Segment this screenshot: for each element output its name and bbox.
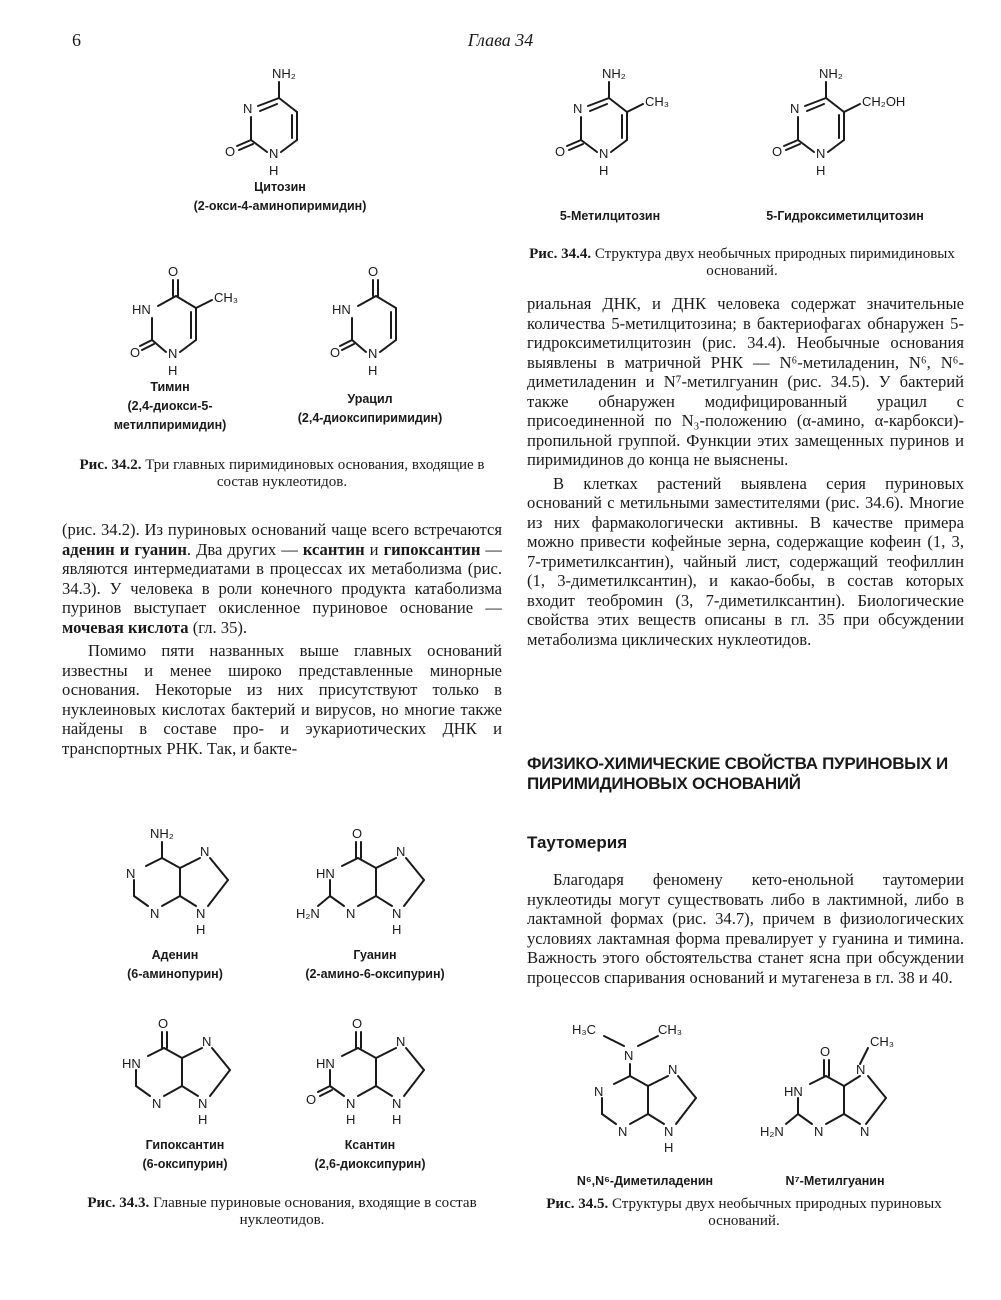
svg-text:N: N <box>856 1062 866 1077</box>
left-paragraph-2: Помимо пяти названных выше главных оснований известны и менее широко представленные минорные основания. Некоторые из них присутствуют только в нуклеиновых кислотах бактерий и вирусов, но многие также найдены в составе про- и эукариотических ДНК и транспортных РНК. Так, и бакте- <box>62 641 502 758</box>
svg-text:N: N <box>200 844 210 859</box>
svg-text:O: O <box>352 826 363 841</box>
adenine-label: Аденин (6-аминопурин) <box>127 948 223 981</box>
svg-text:NH₂: NH₂ <box>150 826 174 841</box>
svg-text:CH₃: CH₃ <box>645 94 670 109</box>
svg-text:H: H <box>269 163 279 178</box>
svg-text:HN: HN <box>122 1056 141 1071</box>
hypoxanthine-structure <box>120 1012 250 1127</box>
svg-text:N: N <box>599 146 609 161</box>
svg-text:N: N <box>624 1048 634 1063</box>
guanine-structure <box>296 822 450 937</box>
svg-text:H: H <box>392 922 402 937</box>
dimethyladenine-label: N⁶,N⁶-Диметиладенин <box>576 1174 714 1188</box>
svg-text:N: N <box>269 146 279 161</box>
svg-text:O: O <box>368 264 379 279</box>
svg-text:N: N <box>346 1096 356 1111</box>
svg-text:HN: HN <box>316 1056 335 1071</box>
svg-text:HN: HN <box>132 302 151 317</box>
svg-text:N: N <box>664 1124 674 1139</box>
svg-text:N: N <box>368 346 378 361</box>
svg-text:N: N <box>196 906 206 921</box>
svg-text:O: O <box>130 345 141 360</box>
svg-text:O: O <box>330 345 341 360</box>
hydroxymethylcytosine-label: 5-Гидроксиметилцитозин <box>766 209 924 223</box>
methylcytosine-label: 5-Метилцитозин <box>559 209 661 223</box>
svg-text:H: H <box>392 1112 402 1127</box>
xanthine-label: Ксантин (2,6-диоксипурин) <box>314 1138 426 1171</box>
methylguanine-structure <box>760 1018 910 1148</box>
methylcytosine-structure <box>545 60 675 180</box>
svg-text:N: N <box>814 1124 824 1139</box>
svg-text:HN: HN <box>332 302 351 317</box>
thymine-structure <box>128 262 258 382</box>
svg-text:H₂N: H₂N <box>296 906 320 921</box>
svg-text:N: N <box>346 906 356 921</box>
chapter-header: Глава 34 <box>467 30 534 50</box>
svg-text:O: O <box>555 144 566 159</box>
left-column-text <box>62 520 502 758</box>
section-heading: ФИЗИКО-ХИМИЧЕСКИЕ СВОЙСТВА ПУРИНОВЫХ И ПИРИМИДИНОВЫХ ОСНОВАНИЙ <box>527 754 948 793</box>
svg-text:N: N <box>396 1034 406 1049</box>
svg-text:H: H <box>368 363 378 378</box>
xanthine-structure <box>306 1012 446 1127</box>
svg-text:O: O <box>168 264 179 279</box>
svg-text:CH₃: CH₃ <box>214 290 239 305</box>
svg-text:NH₂: NH₂ <box>272 66 296 81</box>
figure-34-2-caption: Рис. 34.2. Три главных пиримидиновых основания, входящие в состав нуклеотидов. <box>79 457 485 490</box>
svg-text:N: N <box>243 101 253 116</box>
svg-text:H: H <box>599 163 609 178</box>
svg-text:H: H <box>664 1140 674 1155</box>
svg-text:O: O <box>772 144 783 159</box>
svg-text:NH₂: NH₂ <box>819 66 843 81</box>
right-paragraph-2: В клетках растений выявлена серия пуриновых оснований с метильными заместителями (рис. 34.6). Многие из них фармакологически активны. В качестве примера можно привести кофейные зерна, содержащие кофеин (1, 3, 7-триметилксантин), чайный лист, содержащий теофиллин (1, 3-диметилксантин), и какао-бобы, в состав которых входит теобромин (3, 7-диметилксантин). Биологические свойства этих веществ описаны в гл. 35 при обсуждении метаболизма циклических нуклеотидов. <box>527 473 964 649</box>
svg-text:N: N <box>198 1096 208 1111</box>
svg-text:N: N <box>392 906 402 921</box>
svg-text:N: N <box>594 1084 604 1099</box>
thymine-label: Тимин (2,4-диокси-5- метилпиримидин) <box>113 380 227 432</box>
svg-text:N: N <box>152 1096 162 1111</box>
svg-text:H: H <box>196 922 206 937</box>
svg-text:N: N <box>790 101 800 116</box>
right-paragraph-3: Благодаря феномену кето-енольной таутомерии нуклеотиды могут существовать либо в лактимной, либо в лактамной формах (рис. 34.7), причем в физиологических условиях лактамная форма превалирует у гуанина и тимина. Важность этого обстоятельства станет ясна при обсуждении процессов спаривания оснований и мутагенеза в гл. 38 и 40. <box>527 870 964 987</box>
svg-text:H₂N: H₂N <box>760 1124 784 1139</box>
svg-text:N: N <box>816 146 826 161</box>
svg-text:N: N <box>126 866 136 881</box>
right-paragraph-1: риальная ДНК, и ДНК человека содержат значительные количества 5-метилцитозина; в бактериофагах обнаружен 5-гидроксиметилцитозин (рис. 34.4). Необычные основания выявлены в матричной РНК — N⁶-метиладенин, N⁶, N⁶-диметиладенин и N⁷-метилгуанин (рис. 34.5). У бактерий также обнаружен модифицированный урацил с присоединенной по N₃-положению (α-амино, α-карбокси)-пропильной группой. Функции этих замещенных пуринов и пиримидинов до конца не выяснены. <box>527 294 964 469</box>
figure-34-4-caption: Рис. 34.4. Структура двух необычных природных пиримидиновых оснований. <box>529 246 955 279</box>
uracil-structure <box>328 262 428 382</box>
hypoxanthine-label: Гипоксантин (6-оксипурин) <box>142 1138 228 1171</box>
page-number: 6 <box>72 30 81 50</box>
svg-text:N: N <box>396 844 406 859</box>
figure-34-5-caption: Рис. 34.5. Структуры двух необычных природных пуриновых оснований. <box>546 1196 942 1229</box>
svg-text:N: N <box>618 1124 628 1139</box>
svg-text:O: O <box>306 1092 317 1107</box>
right-column-text <box>527 294 964 649</box>
svg-text:N: N <box>150 906 160 921</box>
svg-text:H: H <box>346 1112 356 1127</box>
left-paragraph-1: (рис. 34.2). Из пуриновых оснований чаще всего встречаются аденин и гуанин. Два других — ксантин и гипоксантин — являются интермедиатами в процессах их метаболизма (рис. 34.3). У человека в роли конечного продукта катаболизма пуринов выступает окисленное пуриновое основание — мочевая кислота (гл. 35). <box>62 520 502 637</box>
svg-text:O: O <box>820 1044 831 1059</box>
svg-text:H: H <box>816 163 826 178</box>
guanine-label: Гуанин (2-амино-6-оксипурин) <box>305 948 445 981</box>
svg-text:H₃C: H₃C <box>572 1022 597 1037</box>
svg-text:N: N <box>392 1096 402 1111</box>
svg-text:O: O <box>225 144 236 159</box>
cytosine-structure <box>215 60 325 180</box>
svg-text:N: N <box>168 346 178 361</box>
svg-text:NH₂: NH₂ <box>602 66 626 81</box>
cytosine-label: Цитозин (2-окси-4-аминопиримидин) <box>193 180 367 213</box>
svg-text:HN: HN <box>316 866 335 881</box>
svg-text:H: H <box>198 1112 208 1127</box>
svg-text:N: N <box>860 1124 870 1139</box>
svg-text:CH₃: CH₃ <box>658 1022 683 1037</box>
adenine-structure <box>120 822 250 937</box>
svg-text:CH₃: CH₃ <box>870 1034 895 1049</box>
figure-34-3-caption: Рис. 34.3. Главные пуриновые основания, входящие в состав нуклеотидов. <box>87 1195 477 1228</box>
svg-text:O: O <box>352 1016 363 1031</box>
svg-text:CH₂OH: CH₂OH <box>862 94 906 109</box>
svg-text:H: H <box>168 363 178 378</box>
tautomerism-text <box>527 870 964 987</box>
subsection-heading: Таутомерия <box>527 833 628 852</box>
svg-text:N: N <box>668 1062 678 1077</box>
uracil-label: Урацил (2,4-диоксипиримидин) <box>297 392 443 425</box>
svg-text:HN: HN <box>784 1084 803 1099</box>
svg-text:N: N <box>573 101 583 116</box>
hydroxymethylcytosine-structure <box>762 60 912 180</box>
svg-text:O: O <box>158 1016 169 1031</box>
svg-text:N: N <box>202 1034 212 1049</box>
dimethyladenine-structure <box>572 1018 722 1155</box>
methylguanine-label: N⁷-Метилгуанин <box>785 1174 885 1188</box>
